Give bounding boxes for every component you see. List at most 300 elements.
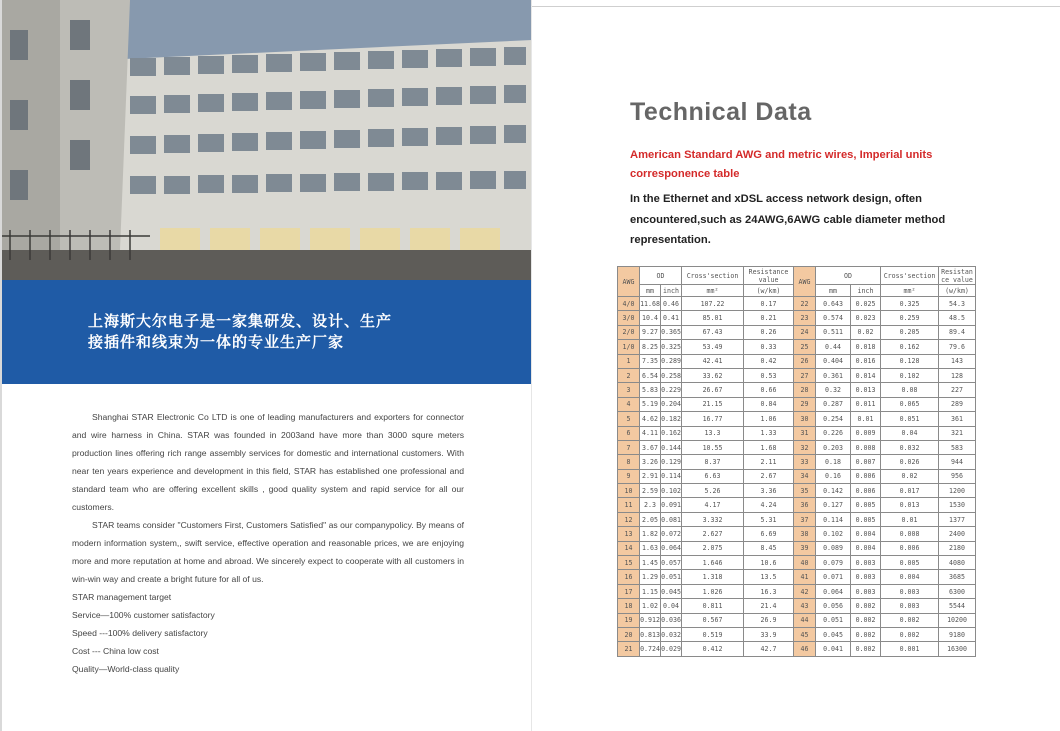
value-cell: 10200 [939,613,976,627]
value-cell: 1.68 [744,440,794,454]
awg-cell: 20 [618,627,640,641]
col-inch-right: inch [851,285,881,297]
table-row [618,297,976,311]
awg-cell: 36 [794,498,816,512]
value-cell: 0.081 [661,512,682,526]
target-service: Service—100% customer satisfactory [72,610,215,620]
awg-cell: 1 [618,354,640,368]
value-cell: 0.567 [682,613,744,627]
value-cell: 0.002 [851,627,881,641]
value-cell: 1.026 [682,584,744,598]
value-cell: 1.33 [744,426,794,440]
value-cell: 143 [939,354,976,368]
awg-cell: 28 [794,383,816,397]
awg-cell: 19 [618,613,640,627]
value-cell: 2.91 [640,469,661,483]
value-cell: 0.114 [816,512,851,526]
value-cell: 0.003 [881,584,939,598]
table-row [618,469,976,483]
value-cell: 0.205 [881,325,939,339]
value-cell: 289 [939,397,976,411]
page-spine [531,0,532,731]
value-cell: 0.01 [851,412,881,426]
value-cell: 21.15 [682,397,744,411]
value-cell: 8.25 [640,340,661,354]
value-cell: 0.023 [851,311,881,325]
value-cell: 0.102 [661,484,682,498]
value-cell: 0.007 [851,455,881,469]
awg-cell: 11 [618,498,640,512]
value-cell: 2.627 [682,527,744,541]
value-cell: 16.77 [682,412,744,426]
table-row [618,599,976,613]
value-cell: 4.11 [640,426,661,440]
value-cell: 0.008 [881,527,939,541]
awg-cell: 15 [618,556,640,570]
value-cell: 361 [939,412,976,426]
value-cell: 0.072 [661,527,682,541]
awg-cell: 9 [618,469,640,483]
value-cell: 4.62 [640,412,661,426]
awg-cell: 5 [618,412,640,426]
table-row [618,627,976,641]
value-cell: 0.144 [661,440,682,454]
awg-cell: 18 [618,599,640,613]
value-cell: 1.318 [682,570,744,584]
value-cell: 0.001 [881,642,939,656]
awg-cell: 14 [618,541,640,555]
awg-cell: 33 [794,455,816,469]
awg-cell: 4 [618,397,640,411]
value-cell: 0.041 [816,642,851,656]
value-cell: 2180 [939,541,976,555]
value-cell: 0.032 [661,627,682,641]
company-intro [72,408,464,678]
value-cell: 0.229 [661,383,682,397]
slogan-line-2: 接插件和线束为一体的专业生产厂家 [88,333,345,351]
value-cell: 42.41 [682,354,744,368]
value-cell: 0.259 [881,311,939,325]
value-cell: 9180 [939,627,976,641]
value-cell: 1.82 [640,527,661,541]
value-cell: 0.287 [816,397,851,411]
awg-cell: 17 [618,584,640,598]
value-cell: 0.204 [661,397,682,411]
col-cross-unit-right: mm² [881,285,939,297]
awg-cell: 29 [794,397,816,411]
table-row [618,325,976,339]
value-cell: 0.128 [881,354,939,368]
slogan-line-1: 上海斯大尔电子是一家集研发、设计、生产 [88,312,393,330]
value-cell: 2.05 [640,512,661,526]
value-cell: 0.18 [816,455,851,469]
value-cell: 0.254 [816,412,851,426]
awg-cell: 31 [794,426,816,440]
value-cell: 0.002 [851,642,881,656]
value-cell: 0.029 [661,642,682,656]
awg-cell: 37 [794,512,816,526]
col-od-left: OD [640,267,682,285]
value-cell: 85.01 [682,311,744,325]
intro-paragraph-2: STAR teams consider "Customers First, Customers Satisfied" as our companypolicy. By means of modern information system,, swift service, effective operation and reasonable prices, we are enjoying more and more reputation at home and abroad. We sincerely expect to cooperate with all customers in win-win way and create a bright future for all of us. [72,520,464,584]
col-res-unit-right: (w/km) [939,285,976,297]
value-cell: 0.162 [881,340,939,354]
value-cell: 0.08 [881,383,939,397]
value-cell: 7.35 [640,354,661,368]
value-cell: 0.289 [661,354,682,368]
value-cell: 0.011 [851,397,881,411]
value-cell: 0.32 [816,383,851,397]
building-illustration [0,0,532,282]
awg-cell: 7 [618,440,640,454]
awg-cell: 10 [618,484,640,498]
value-cell: 0.026 [881,455,939,469]
awg-cell: 40 [794,556,816,570]
value-cell: 0.203 [816,440,851,454]
value-cell: 13.3 [682,426,744,440]
value-cell: 1.15 [640,584,661,598]
value-cell: 0.365 [661,325,682,339]
awg-cell: 23 [794,311,816,325]
value-cell: 2.3 [640,498,661,512]
value-cell: 0.02 [881,469,939,483]
value-cell: 0.04 [661,599,682,613]
value-cell: 0.003 [851,584,881,598]
value-cell: 26.9 [744,613,794,627]
table-row [618,570,976,584]
table-row [618,541,976,555]
chinese-slogan [88,311,392,353]
awg-cell: 41 [794,570,816,584]
awg-cell: 6 [618,426,640,440]
value-cell: 0.002 [851,599,881,613]
awg-cell: 24 [794,325,816,339]
value-cell: 3685 [939,570,976,584]
awg-cell: 26 [794,354,816,368]
value-cell: 1530 [939,498,976,512]
value-cell: 2400 [939,527,976,541]
table-subtitle: American Standard AWG and metric wires, Imperial units corresponence table [630,149,933,180]
table-row [618,412,976,426]
awg-cell: 35 [794,484,816,498]
table-row [618,440,976,454]
value-cell: 89.4 [939,325,976,339]
value-cell: 26.67 [682,383,744,397]
value-cell: 1377 [939,512,976,526]
value-cell: 0.004 [851,527,881,541]
value-cell: 0.519 [682,627,744,641]
value-cell: 0.079 [816,556,851,570]
value-cell: 0.003 [881,599,939,613]
value-cell: 4.17 [682,498,744,512]
value-cell: 21.4 [744,599,794,613]
value-cell: 2.11 [744,455,794,469]
value-cell: 0.404 [816,354,851,368]
awg-cell: 3/0 [618,311,640,325]
value-cell: 583 [939,440,976,454]
awg-cell: 46 [794,642,816,656]
col-mm-right: mm [816,285,851,297]
value-cell: 10.6 [744,556,794,570]
value-cell: 944 [939,455,976,469]
value-cell: 0.142 [816,484,851,498]
value-cell: 42.7 [744,642,794,656]
value-cell: 9.27 [640,325,661,339]
value-cell: 0.17 [744,297,794,311]
value-cell: 0.102 [816,527,851,541]
value-cell: 0.018 [851,340,881,354]
value-cell: 0.036 [661,613,682,627]
value-cell: 0.065 [881,397,939,411]
table-row [618,311,976,325]
awg-cell: 2/0 [618,325,640,339]
value-cell: 0.005 [881,556,939,570]
value-cell: 0.412 [682,642,744,656]
value-cell: 4080 [939,556,976,570]
value-cell: 3.67 [640,440,661,454]
value-cell: 1200 [939,484,976,498]
value-cell: 6300 [939,584,976,598]
value-cell: 0.01 [881,512,939,526]
value-cell: 10.55 [682,440,744,454]
value-cell: 0.005 [851,512,881,526]
value-cell: 2.67 [744,469,794,483]
value-cell: 0.21 [744,311,794,325]
value-cell: 0.114 [661,469,682,483]
value-cell: 0.002 [881,613,939,627]
value-cell: 0.091 [661,498,682,512]
value-cell: 0.006 [881,541,939,555]
table-row [618,455,976,469]
value-cell: 67.43 [682,325,744,339]
value-cell: 0.511 [816,325,851,339]
value-cell: 0.003 [851,556,881,570]
value-cell: 227 [939,383,976,397]
value-cell: 13.5 [744,570,794,584]
awg-cell: 16 [618,570,640,584]
col-mm-left: mm [640,285,661,297]
value-cell: 0.008 [851,440,881,454]
value-cell: 16300 [939,642,976,656]
table-row [618,556,976,570]
awg-cell: 44 [794,613,816,627]
value-cell: 1.29 [640,570,661,584]
left-edge [0,0,2,731]
intro-paragraph-1: Shanghai STAR Electronic Co LTD is one of leading manufacturers and exporters for connector and wire harness in China. STAR was founded in 2003and have more than 3000 squre meters production lines offering rich range assembly services for domestic and international customers. With near ten years experience and development in this field, STAR has established one professional and standard team who are offering excellent skills , good quality system and rapid service for all our customers. [72,412,464,512]
value-cell: 0.16 [816,469,851,483]
col-cross-unit-left: mm² [682,285,744,297]
value-cell: 0.912 [640,613,661,627]
table-row [618,426,976,440]
target-cost: Cost --- China low cost [72,646,159,656]
value-cell: 0.127 [816,498,851,512]
awg-cell: 27 [794,368,816,382]
value-cell: 0.014 [851,368,881,382]
table-row [618,642,976,656]
value-cell: 1.06 [744,412,794,426]
awg-cell: 38 [794,527,816,541]
value-cell: 107.22 [682,297,744,311]
value-cell: 3.36 [744,484,794,498]
value-cell: 0.66 [744,383,794,397]
value-cell: 0.017 [881,484,939,498]
target-quality: Quality—World-class quality [72,664,180,674]
value-cell: 0.002 [851,613,881,627]
table-row [618,498,976,512]
value-cell: 0.064 [816,584,851,598]
awg-cell: 39 [794,541,816,555]
awg-cell: 34 [794,469,816,483]
awg-cell: 12 [618,512,640,526]
awg-cell: 4/0 [618,297,640,311]
table-row [618,484,976,498]
col-cross-left: Cross'section [682,267,744,285]
awg-cell: 43 [794,599,816,613]
col-awg-right: AWG [794,267,816,297]
value-cell: 0.04 [881,426,939,440]
value-cell: 0.724 [640,642,661,656]
value-cell: 0.032 [881,440,939,454]
value-cell: 0.84 [744,397,794,411]
value-cell: 1.646 [682,556,744,570]
value-cell: 0.182 [661,412,682,426]
awg-table [617,266,976,657]
value-cell: 0.41 [661,311,682,325]
value-cell: 0.071 [816,570,851,584]
table-description: In the Ethernet and xDSL access network design, often encountered,such as 24AWG,6AWG cable diameter method representation. [630,193,946,246]
value-cell: 128 [939,368,976,382]
value-cell: 3.26 [640,455,661,469]
value-cell: 0.016 [851,354,881,368]
awg-cell: 2 [618,368,640,382]
value-cell: 0.064 [661,541,682,555]
value-cell: 10.4 [640,311,661,325]
value-cell: 0.813 [640,627,661,641]
value-cell: 0.33 [744,340,794,354]
awg-cell: 21 [618,642,640,656]
value-cell: 0.325 [661,340,682,354]
col-inch-left: inch [661,285,682,297]
awg-cell: 8 [618,455,640,469]
value-cell: 16.3 [744,584,794,598]
value-cell: 0.013 [881,498,939,512]
value-cell: 0.002 [881,627,939,641]
value-cell: 0.045 [661,584,682,598]
value-cell: 33.9 [744,627,794,641]
awg-cell: 1/0 [618,340,640,354]
value-cell: 0.129 [661,455,682,469]
awg-cell: 30 [794,412,816,426]
value-cell: 5.19 [640,397,661,411]
awg-cell: 22 [794,297,816,311]
value-cell: 0.004 [881,570,939,584]
value-cell: 54.3 [939,297,976,311]
value-cell: 0.162 [661,426,682,440]
value-cell: 2.075 [682,541,744,555]
value-cell: 0.045 [816,627,851,641]
value-cell: 5.31 [744,512,794,526]
value-cell: 0.361 [816,368,851,382]
value-cell: 0.051 [661,570,682,584]
col-res-unit-left: (w/km) [744,285,794,297]
value-cell: 0.26 [744,325,794,339]
table-row [618,512,976,526]
value-cell: 5.26 [682,484,744,498]
awg-cell: 3 [618,383,640,397]
value-cell: 0.811 [682,599,744,613]
value-cell: 0.44 [816,340,851,354]
table-row [618,354,976,368]
value-cell: 0.006 [851,484,881,498]
value-cell: 0.004 [851,541,881,555]
value-cell: 79.6 [939,340,976,354]
table-row [618,397,976,411]
col-awg-left: AWG [618,267,640,297]
target-heading: STAR management target [72,592,172,602]
value-cell: 8.45 [744,541,794,555]
value-cell: 956 [939,469,976,483]
value-cell: 0.057 [661,556,682,570]
value-cell: 6.63 [682,469,744,483]
awg-cell: 42 [794,584,816,598]
value-cell: 33.62 [682,368,744,382]
value-cell: 1.45 [640,556,661,570]
value-cell: 0.013 [851,383,881,397]
value-cell: 8.37 [682,455,744,469]
value-cell: 0.102 [881,368,939,382]
value-cell: 0.46 [661,297,682,311]
col-cross-right: Cross'section [881,267,939,285]
value-cell: 2.59 [640,484,661,498]
value-cell: 48.5 [939,311,976,325]
awg-cell: 45 [794,627,816,641]
value-cell: 6.69 [744,527,794,541]
value-cell: 11.68 [640,297,661,311]
value-cell: 0.258 [661,368,682,382]
value-cell: 0.02 [851,325,881,339]
value-cell: 5.83 [640,383,661,397]
value-cell: 53.49 [682,340,744,354]
table-row [618,584,976,598]
value-cell: 1.02 [640,599,661,613]
table-row [618,340,976,354]
value-cell: 6.54 [640,368,661,382]
value-cell: 3.332 [682,512,744,526]
value-cell: 0.051 [816,613,851,627]
value-cell: 0.003 [851,570,881,584]
value-cell: 1.63 [640,541,661,555]
table-row [618,613,976,627]
value-cell: 321 [939,426,976,440]
table-row [618,527,976,541]
value-cell: 0.643 [816,297,851,311]
value-cell: 0.226 [816,426,851,440]
value-cell: 0.325 [881,297,939,311]
value-cell: 0.089 [816,541,851,555]
awg-cell: 13 [618,527,640,541]
top-rule [532,6,1060,7]
awg-cell: 25 [794,340,816,354]
table-row [618,368,976,382]
value-cell: 4.24 [744,498,794,512]
building-photo [0,0,532,282]
value-cell: 0.005 [851,498,881,512]
awg-cell: 32 [794,440,816,454]
value-cell: 0.025 [851,297,881,311]
value-cell: 0.056 [816,599,851,613]
value-cell: 0.006 [851,469,881,483]
col-resistance-right: Resistan ce value [939,267,976,285]
